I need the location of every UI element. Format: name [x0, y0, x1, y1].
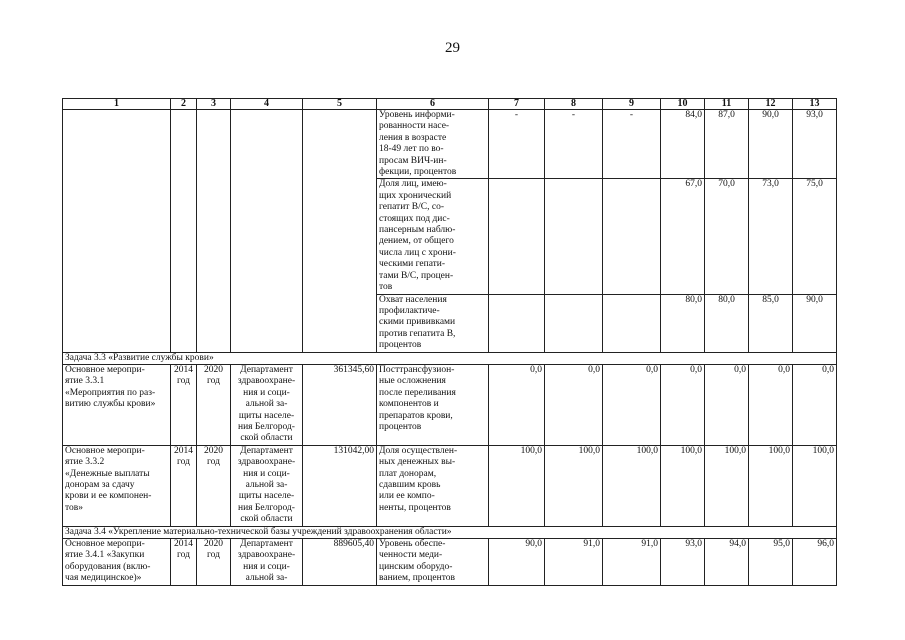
- value-cell: 100,0: [793, 445, 837, 526]
- start-year-cell: 2014 год: [171, 539, 197, 586]
- indicator-cell: Доля осуществлен- ных денежных вы- плат донорам, сдавшим кровь или ее компо- ненты, процентов: [377, 445, 489, 526]
- value-cell: 0,0: [749, 364, 793, 445]
- value-cell: 100,0: [705, 445, 749, 526]
- department-cell: Департамент здравоохране- ния и соци- альной за- щиты населе- ния Белгород- ской области: [231, 445, 303, 526]
- value-cell: 96,0: [793, 539, 837, 586]
- task-heading: Задача 3.4 «Укрепление материально-технической базы учреждений здравоохранения области»: [63, 526, 837, 538]
- header-cell: 11: [705, 99, 749, 110]
- table-row: [63, 539, 837, 586]
- value-cell: 0,0: [603, 364, 661, 445]
- value-cell: [603, 294, 661, 352]
- table-row: [63, 445, 837, 526]
- header-cell: 4: [231, 99, 303, 110]
- value-cell: -: [545, 110, 603, 179]
- value-cell: 100,0: [661, 445, 705, 526]
- value-cell: 85,0: [749, 294, 793, 352]
- header-cell: 7: [489, 99, 545, 110]
- header-cell: 12: [749, 99, 793, 110]
- header-cell: 1: [63, 99, 171, 110]
- header-cell: 5: [303, 99, 377, 110]
- header-cell: 2: [171, 99, 197, 110]
- value-cell: 73,0: [749, 179, 793, 294]
- header-cell: 13: [793, 99, 837, 110]
- event-cell: Основное меропри- ятие 3.4.1 «Закупки оборудования (вклю- чая медицинское)»: [63, 539, 171, 586]
- page-number: 29: [445, 40, 460, 56]
- value-cell: 94,0: [705, 539, 749, 586]
- end-year-cell: 2020 год: [197, 445, 231, 526]
- indicator-cell: Уровень информи- рованности насе- ления в возрасте 18-49 лет по во- просам ВИЧ-ин- фекции, процентов: [377, 110, 489, 179]
- value-cell: [489, 179, 545, 294]
- value-cell: [489, 294, 545, 352]
- header-cell: 10: [661, 99, 705, 110]
- empty-cell: [197, 110, 231, 353]
- value-cell: 0,0: [545, 364, 603, 445]
- value-cell: 93,0: [661, 539, 705, 586]
- start-year-cell: 2014 год: [171, 364, 197, 445]
- value-cell: 87,0: [705, 110, 749, 179]
- value-cell: 100,0: [603, 445, 661, 526]
- value-cell: 100,0: [545, 445, 603, 526]
- header-cell: 6: [377, 99, 489, 110]
- value-cell: [545, 179, 603, 294]
- event-cell: Основное меропри- ятие 3.3.2 «Денежные выплаты донорам за сдачу крови и ее компонен- тов»: [63, 445, 171, 526]
- value-cell: 90,0: [749, 110, 793, 179]
- header-row: [63, 99, 837, 110]
- header-cell: 8: [545, 99, 603, 110]
- end-year-cell: 2020 год: [197, 539, 231, 586]
- task-heading: Задача 3.3 «Развитие службы крови»: [63, 352, 837, 364]
- indicator-cell: Доля лиц, имею- щих хронический гепатит В/С, со- стоящих под дис- пансерным наблю- дением, от общего числа лиц с хрони- ческими гепати- тами В/С, процен- тов: [377, 179, 489, 294]
- end-year-cell: 2020 год: [197, 364, 231, 445]
- value-cell: 67,0: [661, 179, 705, 294]
- sum-cell: 361345,60: [303, 364, 377, 445]
- table-row: [63, 364, 837, 445]
- program-table: [62, 98, 837, 586]
- value-cell: 70,0: [705, 179, 749, 294]
- value-cell: -: [489, 110, 545, 179]
- department-cell: Департамент здравоохране- ния и соци- альной за- щиты населе- ния Белгород- ской области: [231, 364, 303, 445]
- value-cell: 91,0: [603, 539, 661, 586]
- value-cell: -: [603, 110, 661, 179]
- value-cell: 90,0: [489, 539, 545, 586]
- empty-cell: [171, 110, 197, 353]
- empty-cell: [231, 110, 303, 353]
- value-cell: [545, 294, 603, 352]
- value-cell: 75,0: [793, 179, 837, 294]
- value-cell: 84,0: [661, 110, 705, 179]
- task-row: [63, 352, 837, 364]
- value-cell: 93,0: [793, 110, 837, 179]
- value-cell: 0,0: [793, 364, 837, 445]
- value-cell: 95,0: [749, 539, 793, 586]
- value-cell: 90,0: [793, 294, 837, 352]
- header-cell: 9: [603, 99, 661, 110]
- value-cell: 0,0: [489, 364, 545, 445]
- value-cell: [603, 179, 661, 294]
- empty-cell: [63, 110, 171, 353]
- value-cell: 0,0: [705, 364, 749, 445]
- value-cell: 80,0: [705, 294, 749, 352]
- header-cell: 3: [197, 99, 231, 110]
- value-cell: 100,0: [749, 445, 793, 526]
- value-cell: 0,0: [661, 364, 705, 445]
- value-cell: 100,0: [489, 445, 545, 526]
- empty-cell: [303, 110, 377, 353]
- department-cell: Департамент здравоохране- ния и соци- альной за-: [231, 539, 303, 586]
- indicator-cell: Охват населения профилактиче- скими прививками против гепатита В, процентов: [377, 294, 489, 352]
- indicator-cell: Уровень обеспе- ченности меди- цинским оборудо- ванием, процентов: [377, 539, 489, 586]
- value-cell: 91,0: [545, 539, 603, 586]
- sum-cell: 131042,00: [303, 445, 377, 526]
- task-row: [63, 526, 837, 538]
- event-cell: Основное меропри- ятие 3.3.1 «Мероприятия по раз- витию службы крови»: [63, 364, 171, 445]
- start-year-cell: 2014 год: [171, 445, 197, 526]
- indicator-cell: Посттрансфузион- ные осложнения после переливания компонентов и препаратов крови, процентов: [377, 364, 489, 445]
- sum-cell: 889605,40: [303, 539, 377, 586]
- value-cell: 80,0: [661, 294, 705, 352]
- table-row: [63, 110, 837, 179]
